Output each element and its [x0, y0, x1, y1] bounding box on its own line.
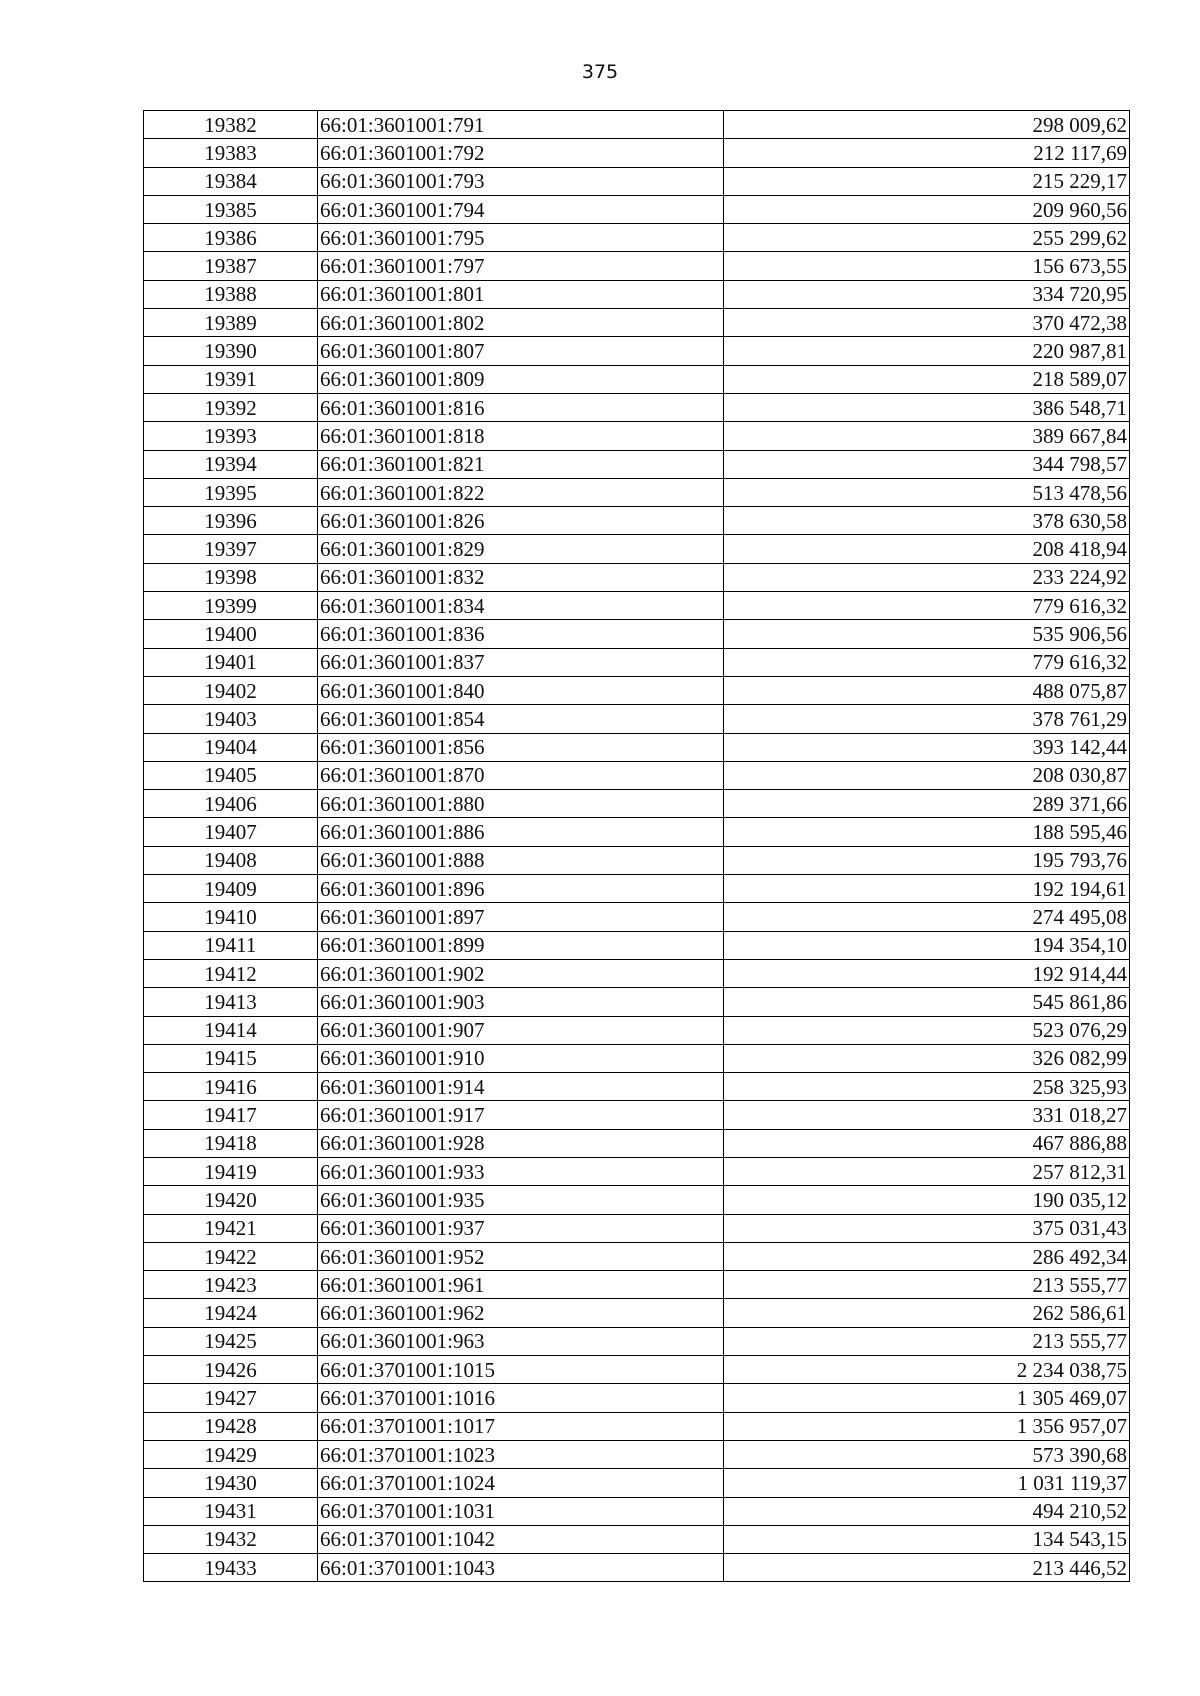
row-number-cell: 19429 — [144, 1440, 318, 1468]
cadastral-value-cell: 1 031 119,37 — [724, 1469, 1130, 1497]
row-number-cell: 19432 — [144, 1525, 318, 1553]
cadastral-value-cell: 331 018,27 — [724, 1101, 1130, 1129]
table-row — [144, 195, 1130, 223]
cadastral-number-cell: 66:01:3601001:880 — [318, 790, 724, 818]
cadastral-number-cell: 66:01:3601001:902 — [318, 959, 724, 987]
cadastral-value-cell: 298 009,62 — [724, 111, 1130, 139]
cadastral-value-cell: 545 861,86 — [724, 988, 1130, 1016]
row-number-cell: 19397 — [144, 535, 318, 563]
row-number-cell: 19414 — [144, 1016, 318, 1044]
cadastral-value-cell: 218 589,07 — [724, 365, 1130, 393]
cadastral-value-cell: 344 798,57 — [724, 450, 1130, 478]
row-number-cell: 19404 — [144, 733, 318, 761]
cadastral-value-cell: 213 555,77 — [724, 1327, 1130, 1355]
cadastral-number-cell: 66:01:3601001:937 — [318, 1214, 724, 1242]
cadastral-number-cell: 66:01:3601001:821 — [318, 450, 724, 478]
row-number-cell: 19419 — [144, 1157, 318, 1185]
table-row — [144, 1157, 1130, 1185]
row-number-cell: 19407 — [144, 818, 318, 846]
table-row — [144, 1440, 1130, 1468]
cadastral-value-cell: 188 595,46 — [724, 818, 1130, 846]
row-number-cell: 19418 — [144, 1129, 318, 1157]
cadastral-value-cell: 535 906,56 — [724, 620, 1130, 648]
row-number-cell: 19392 — [144, 393, 318, 421]
cadastral-value-cell: 274 495,08 — [724, 903, 1130, 931]
table-row — [144, 478, 1130, 506]
table-row — [144, 846, 1130, 874]
cadastral-number-cell: 66:01:3601001:822 — [318, 478, 724, 506]
table-row — [144, 959, 1130, 987]
row-number-cell: 19424 — [144, 1299, 318, 1327]
cadastral-number-cell: 66:01:3701001:1017 — [318, 1412, 724, 1440]
row-number-cell: 19410 — [144, 903, 318, 931]
cadastral-number-cell: 66:01:3701001:1015 — [318, 1356, 724, 1384]
cadastral-number-cell: 66:01:3601001:962 — [318, 1299, 724, 1327]
table-row — [144, 875, 1130, 903]
cadastral-value-cell: 326 082,99 — [724, 1044, 1130, 1072]
row-number-cell: 19431 — [144, 1497, 318, 1525]
cadastral-number-cell: 66:01:3601001:933 — [318, 1157, 724, 1185]
cadastral-number-cell: 66:01:3601001:809 — [318, 365, 724, 393]
table-row — [144, 1016, 1130, 1044]
table-row — [144, 903, 1130, 931]
table-row — [144, 676, 1130, 704]
table-row — [144, 167, 1130, 195]
cadastral-value-cell: 134 543,15 — [724, 1525, 1130, 1553]
row-number-cell: 19384 — [144, 167, 318, 195]
row-number-cell: 19427 — [144, 1384, 318, 1412]
table-row — [144, 111, 1130, 139]
cadastral-value-table — [143, 110, 1130, 1582]
row-number-cell: 19385 — [144, 195, 318, 223]
row-number-cell: 19430 — [144, 1469, 318, 1497]
table-row — [144, 1412, 1130, 1440]
cadastral-value-cell: 233 224,92 — [724, 563, 1130, 591]
table-row — [144, 1554, 1130, 1582]
cadastral-number-cell: 66:01:3601001:795 — [318, 224, 724, 252]
table-row — [144, 733, 1130, 761]
table-row — [144, 1129, 1130, 1157]
cadastral-value-cell: 370 472,38 — [724, 309, 1130, 337]
table-row — [144, 309, 1130, 337]
cadastral-value-cell: 393 142,44 — [724, 733, 1130, 761]
table-row — [144, 1073, 1130, 1101]
table-row — [144, 1271, 1130, 1299]
cadastral-number-cell: 66:01:3601001:903 — [318, 988, 724, 1016]
table-row — [144, 393, 1130, 421]
table-row — [144, 139, 1130, 167]
cadastral-value-cell: 156 673,55 — [724, 252, 1130, 280]
cadastral-number-cell: 66:01:3601001:836 — [318, 620, 724, 648]
row-number-cell: 19406 — [144, 790, 318, 818]
cadastral-value-cell: 208 030,87 — [724, 761, 1130, 789]
cadastral-number-cell: 66:01:3601001:816 — [318, 393, 724, 421]
cadastral-number-cell: 66:01:3701001:1031 — [318, 1497, 724, 1525]
cadastral-value-cell: 573 390,68 — [724, 1440, 1130, 1468]
cadastral-value-cell: 257 812,31 — [724, 1157, 1130, 1185]
table-row — [144, 1242, 1130, 1270]
cadastral-value-cell: 488 075,87 — [724, 676, 1130, 704]
table-row — [144, 1469, 1130, 1497]
row-number-cell: 19416 — [144, 1073, 318, 1101]
row-number-cell: 19403 — [144, 705, 318, 733]
cadastral-value-cell: 378 630,58 — [724, 507, 1130, 535]
cadastral-value-cell: 213 446,52 — [724, 1554, 1130, 1582]
row-number-cell: 19415 — [144, 1044, 318, 1072]
cadastral-value-cell: 194 354,10 — [724, 931, 1130, 959]
table-row — [144, 337, 1130, 365]
cadastral-number-cell: 66:01:3601001:896 — [318, 875, 724, 903]
table-row — [144, 535, 1130, 563]
table-row — [144, 563, 1130, 591]
cadastral-value-cell: 523 076,29 — [724, 1016, 1130, 1044]
cadastral-value-cell: 192 914,44 — [724, 959, 1130, 987]
cadastral-number-cell: 66:01:3701001:1016 — [318, 1384, 724, 1412]
cadastral-number-cell: 66:01:3601001:832 — [318, 563, 724, 591]
row-number-cell: 19423 — [144, 1271, 318, 1299]
row-number-cell: 19433 — [144, 1554, 318, 1582]
cadastral-value-cell: 212 117,69 — [724, 139, 1130, 167]
row-number-cell: 19383 — [144, 139, 318, 167]
cadastral-value-cell: 255 299,62 — [724, 224, 1130, 252]
table-row — [144, 1497, 1130, 1525]
cadastral-value-cell: 190 035,12 — [724, 1186, 1130, 1214]
cadastral-number-cell: 66:01:3601001:826 — [318, 507, 724, 535]
cadastral-number-cell: 66:01:3701001:1043 — [318, 1554, 724, 1582]
table-row — [144, 931, 1130, 959]
cadastral-number-cell: 66:01:3601001:801 — [318, 280, 724, 308]
table-row — [144, 507, 1130, 535]
cadastral-number-cell: 66:01:3601001:792 — [318, 139, 724, 167]
cadastral-value-cell: 195 793,76 — [724, 846, 1130, 874]
table-row — [144, 818, 1130, 846]
cadastral-value-cell: 779 616,32 — [724, 648, 1130, 676]
cadastral-value-cell: 213 555,77 — [724, 1271, 1130, 1299]
table-row — [144, 1525, 1130, 1553]
cadastral-number-cell: 66:01:3701001:1042 — [318, 1525, 724, 1553]
cadastral-number-cell: 66:01:3601001:797 — [318, 252, 724, 280]
table-body — [144, 111, 1130, 1582]
row-number-cell: 19422 — [144, 1242, 318, 1270]
table-row — [144, 252, 1130, 280]
cadastral-value-cell: 513 478,56 — [724, 478, 1130, 506]
cadastral-number-cell: 66:01:3601001:854 — [318, 705, 724, 733]
row-number-cell: 19405 — [144, 761, 318, 789]
cadastral-number-cell: 66:01:3601001:818 — [318, 422, 724, 450]
row-number-cell: 19382 — [144, 111, 318, 139]
cadastral-number-cell: 66:01:3601001:961 — [318, 1271, 724, 1299]
table-row — [144, 1101, 1130, 1129]
cadastral-value-cell: 289 371,66 — [724, 790, 1130, 818]
table-row — [144, 1356, 1130, 1384]
cadastral-value-cell: 2 234 038,75 — [724, 1356, 1130, 1384]
cadastral-value-cell: 494 210,52 — [724, 1497, 1130, 1525]
cadastral-value-cell: 286 492,34 — [724, 1242, 1130, 1270]
cadastral-number-cell: 66:01:3601001:840 — [318, 676, 724, 704]
cadastral-number-cell: 66:01:3601001:802 — [318, 309, 724, 337]
cadastral-number-cell: 66:01:3601001:807 — [318, 337, 724, 365]
cadastral-number-cell: 66:01:3601001:837 — [318, 648, 724, 676]
table-row — [144, 648, 1130, 676]
table-row — [144, 224, 1130, 252]
row-number-cell: 19387 — [144, 252, 318, 280]
row-number-cell: 19389 — [144, 309, 318, 337]
cadastral-number-cell: 66:01:3601001:928 — [318, 1129, 724, 1157]
cadastral-value-cell: 378 761,29 — [724, 705, 1130, 733]
cadastral-value-cell: 334 720,95 — [724, 280, 1130, 308]
row-number-cell: 19417 — [144, 1101, 318, 1129]
row-number-cell: 19393 — [144, 422, 318, 450]
row-number-cell: 19390 — [144, 337, 318, 365]
page-number: 375 — [581, 61, 619, 83]
row-number-cell: 19394 — [144, 450, 318, 478]
cadastral-number-cell: 66:01:3701001:1023 — [318, 1440, 724, 1468]
cadastral-number-cell: 66:01:3601001:914 — [318, 1073, 724, 1101]
row-number-cell: 19428 — [144, 1412, 318, 1440]
cadastral-value-cell: 1 356 957,07 — [724, 1412, 1130, 1440]
table-row — [144, 988, 1130, 1016]
cadastral-number-cell: 66:01:3601001:886 — [318, 818, 724, 846]
cadastral-value-cell: 258 325,93 — [724, 1073, 1130, 1101]
cadastral-value-cell: 1 305 469,07 — [724, 1384, 1130, 1412]
row-number-cell: 19421 — [144, 1214, 318, 1242]
cadastral-number-cell: 66:01:3601001:793 — [318, 167, 724, 195]
table-row — [144, 1186, 1130, 1214]
table-row — [144, 790, 1130, 818]
table-row — [144, 1214, 1130, 1242]
cadastral-number-cell: 66:01:3601001:910 — [318, 1044, 724, 1072]
table-row — [144, 705, 1130, 733]
cadastral-number-cell: 66:01:3601001:917 — [318, 1101, 724, 1129]
cadastral-number-cell: 66:01:3601001:907 — [318, 1016, 724, 1044]
table-row — [144, 450, 1130, 478]
cadastral-value-cell: 386 548,71 — [724, 393, 1130, 421]
cadastral-number-cell: 66:01:3601001:888 — [318, 846, 724, 874]
table-row — [144, 422, 1130, 450]
row-number-cell: 19402 — [144, 676, 318, 704]
table-row — [144, 1044, 1130, 1072]
cadastral-number-cell: 66:01:3601001:935 — [318, 1186, 724, 1214]
cadastral-value-cell: 779 616,32 — [724, 592, 1130, 620]
cadastral-value-cell: 375 031,43 — [724, 1214, 1130, 1242]
row-number-cell: 19411 — [144, 931, 318, 959]
row-number-cell: 19409 — [144, 875, 318, 903]
row-number-cell: 19413 — [144, 988, 318, 1016]
cadastral-number-cell: 66:01:3601001:834 — [318, 592, 724, 620]
row-number-cell: 19396 — [144, 507, 318, 535]
cadastral-number-cell: 66:01:3701001:1024 — [318, 1469, 724, 1497]
row-number-cell: 19391 — [144, 365, 318, 393]
cadastral-number-cell: 66:01:3601001:952 — [318, 1242, 724, 1270]
row-number-cell: 19395 — [144, 478, 318, 506]
table-row — [144, 1327, 1130, 1355]
table-row — [144, 280, 1130, 308]
table-row — [144, 365, 1130, 393]
row-number-cell: 19420 — [144, 1186, 318, 1214]
row-number-cell: 19388 — [144, 280, 318, 308]
row-number-cell: 19400 — [144, 620, 318, 648]
row-number-cell: 19398 — [144, 563, 318, 591]
cadastral-value-cell: 262 586,61 — [724, 1299, 1130, 1327]
cadastral-value-cell: 389 667,84 — [724, 422, 1130, 450]
cadastral-number-cell: 66:01:3601001:791 — [318, 111, 724, 139]
row-number-cell: 19412 — [144, 959, 318, 987]
cadastral-number-cell: 66:01:3601001:870 — [318, 761, 724, 789]
cadastral-value-cell: 215 229,17 — [724, 167, 1130, 195]
row-number-cell: 19399 — [144, 592, 318, 620]
table-row — [144, 620, 1130, 648]
cadastral-number-cell: 66:01:3601001:899 — [318, 931, 724, 959]
cadastral-number-cell: 66:01:3601001:963 — [318, 1327, 724, 1355]
table-row — [144, 1384, 1130, 1412]
row-number-cell: 19426 — [144, 1356, 318, 1384]
cadastral-value-cell: 209 960,56 — [724, 195, 1130, 223]
cadastral-number-cell: 66:01:3601001:794 — [318, 195, 724, 223]
cadastral-number-cell: 66:01:3601001:829 — [318, 535, 724, 563]
table-row — [144, 592, 1130, 620]
cadastral-value-cell: 220 987,81 — [724, 337, 1130, 365]
cadastral-number-cell: 66:01:3601001:856 — [318, 733, 724, 761]
table-row — [144, 761, 1130, 789]
row-number-cell: 19425 — [144, 1327, 318, 1355]
row-number-cell: 19386 — [144, 224, 318, 252]
row-number-cell: 19408 — [144, 846, 318, 874]
cadastral-value-cell: 208 418,94 — [724, 535, 1130, 563]
table-row — [144, 1299, 1130, 1327]
cadastral-number-cell: 66:01:3601001:897 — [318, 903, 724, 931]
cadastral-value-cell: 192 194,61 — [724, 875, 1130, 903]
row-number-cell: 19401 — [144, 648, 318, 676]
cadastral-value-cell: 467 886,88 — [724, 1129, 1130, 1157]
